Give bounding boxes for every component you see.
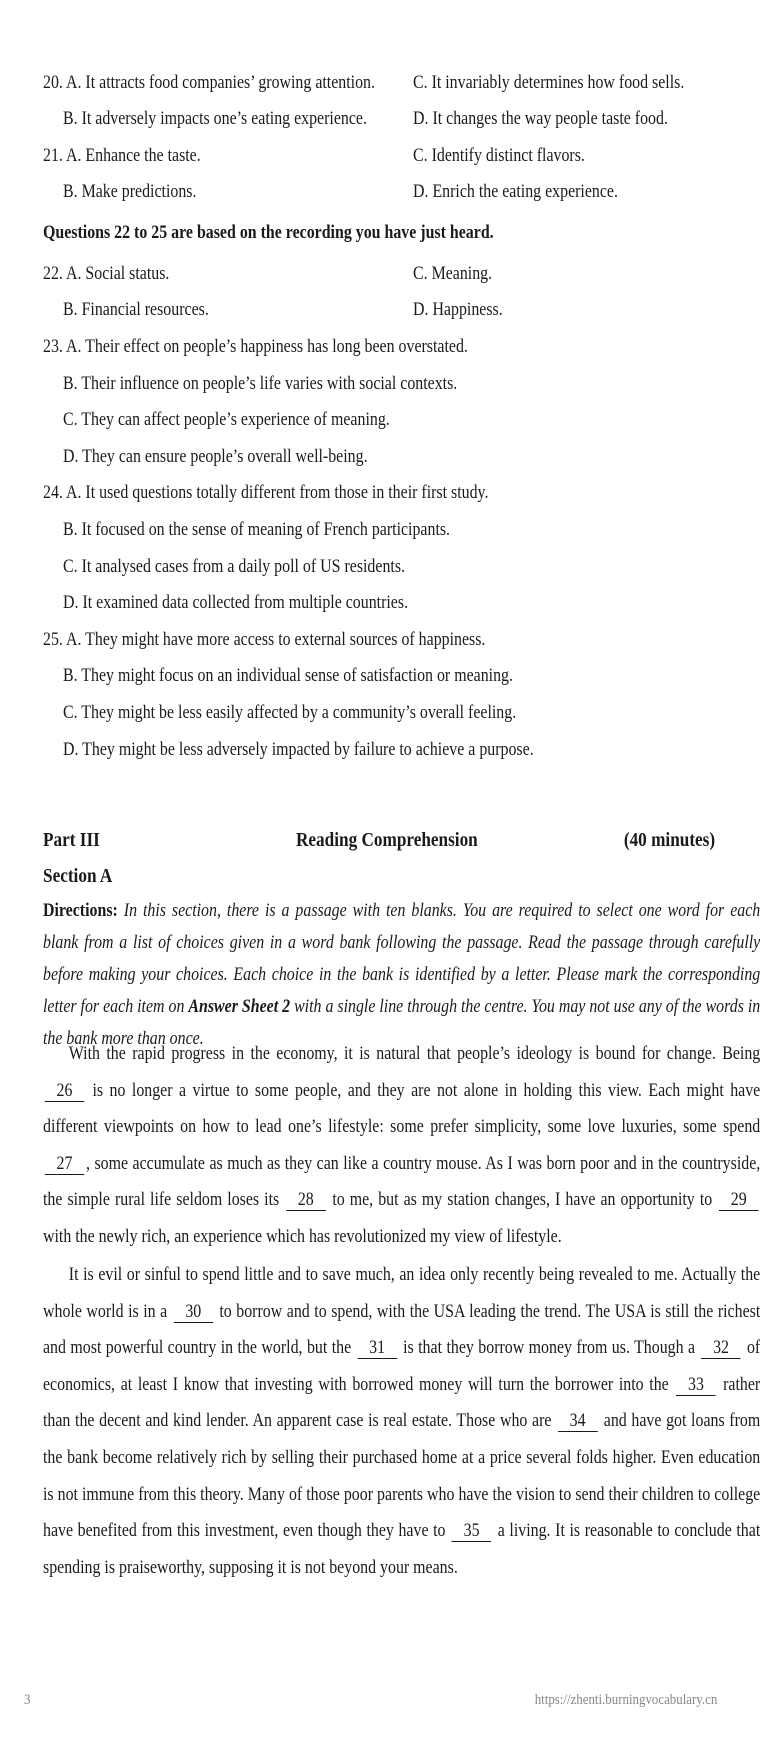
blank-26[interactable]: 26 [45,1081,85,1102]
question-21-row-1 [0,144,760,168]
q22-option-b[interactable]: B. Financial resources. [63,300,209,320]
source-url[interactable]: https://zhenti.burningvocabulary.cn [534,1692,717,1708]
section-title: Section A [43,865,113,887]
q21-option-a[interactable]: 21. A. Enhance the taste. [43,146,201,166]
directions-label: Directions: [43,901,118,921]
passage-text: With the rapid progress in the economy, it is natural that people’s ideology is bound for change. Being [68,1044,760,1064]
passage-text: is no longer a virtue to some people, and they are not alone in holding this view. Each might have different viewpoints on how to lead one’s lifestyle: some prefer simplicity, some love luxuries, some spend [43,1080,760,1138]
answer-sheet-ref: Answer Sheet 2 [188,997,291,1017]
q21-option-c[interactable]: C. Identify distinct flavors. [413,146,585,166]
q25-option-c[interactable]: C. They might be less easily affected by a community’s overall feeling. [63,703,517,723]
q20-option-d[interactable]: D. It changes the way people taste food. [413,109,668,129]
q24-option-c[interactable]: C. It analysed cases from a daily poll of US residents. [63,557,405,577]
q21-option-b[interactable]: B. Make predictions. [63,182,197,202]
q22-option-d[interactable]: D. Happiness. [413,300,503,320]
blank-34[interactable]: 34 [558,1411,598,1432]
q24-option-b[interactable]: B. It focused on the sense of meaning of French participants. [63,520,451,540]
question-20-row-2 [0,107,760,131]
directions-text-2: with a single line through the centre. You may not use any of the words in the bank more than once. [43,997,760,1049]
q20-option-a[interactable]: 20. A. It attracts food companies’ growing attention. [43,73,375,93]
page-number: 3 [24,1692,31,1708]
q20-option-b[interactable]: B. It adversely impacts one’s eating experience. [63,109,367,129]
q22-option-c[interactable]: C. Meaning. [413,264,493,284]
passage-text: rather than the decent and kind lender. An apparent case is real estate. Those who are [43,1374,760,1432]
q23-option-d[interactable]: D. They can ensure people’s overall well-being. [63,447,368,467]
passage-text: , some accumulate as much as they can like a country mouse. As I was born poor and in the countryside, the simple rural life seldom loses its [43,1153,760,1211]
part-label: Part III [43,829,100,851]
passage-text: is that they borrow money from us. Though a [398,1338,700,1359]
question-22-row-2 [0,298,760,322]
question-21-row-2 [0,180,760,204]
q20-option-c[interactable]: C. It invariably determines how food sells. [413,73,685,93]
q23-option-c[interactable]: C. They can affect people’s experience of meaning. [63,410,390,430]
blank-28[interactable]: 28 [286,1190,326,1211]
q24-option-a[interactable]: 24. A. It used questions totally different from those in their first study. [43,483,489,503]
q21-option-d[interactable]: D. Enrich the eating experience. [413,182,618,202]
part-title: Reading Comprehension [296,829,478,851]
q24-option-d[interactable]: D. It examined data collected from multiple countries. [63,593,409,613]
blank-32[interactable]: 32 [701,1338,741,1359]
question-20-row-1 [0,71,760,95]
passage-paragraph-1 [43,1036,760,1256]
passage-text: and have got loans from the bank become relatively rich by selling their purchased home at a price several folds higher. Even education is not immune from this theory. Many of those poor parents who have the vision to send their children to college have benefited from this investment, even though they have to [43,1411,760,1542]
q22-option-a[interactable]: 22. A. Social status. [43,264,170,284]
passage-text: to borrow and to spend, with the USA leading the trend. The USA is still the richest and most powerful country in the world, but the [43,1301,760,1359]
passage-text: It is evil or sinful to spend little and to save much, an idea only recently being revealed to me. Actually the whole world is in a [43,1265,760,1322]
q23-option-b[interactable]: B. Their influence on people’s life varies with social contexts. [63,374,458,394]
question-22-row-1 [0,262,760,286]
q23-option-a[interactable]: 23. A. Their effect on people’s happiness has long been overstated. [43,337,468,357]
blank-33[interactable]: 33 [676,1375,716,1396]
blank-35[interactable]: 35 [452,1521,492,1542]
blank-31[interactable]: 31 [357,1338,397,1359]
passage-text: with the newly rich, an experience which has revolutionized my view of lifestyle. [43,1226,562,1247]
part-header [43,826,715,854]
passage-text: of economics, at least I know that investing with borrowed money will turn the borrower into the [43,1338,760,1395]
passage-text: to me, but as my station changes, I have an opportunity to [327,1190,718,1211]
q25-option-b[interactable]: B. They might focus on an individual sense of satisfaction or meaning. [63,666,513,686]
directions [43,895,760,1055]
q25-option-d[interactable]: D. They might be less adversely impacted by failure to achieve a purpose. [63,740,534,760]
blank-29[interactable]: 29 [719,1190,759,1211]
q25-option-a[interactable]: 25. A. They might have more access to external sources of happiness. [43,630,486,650]
blank-27[interactable]: 27 [45,1154,85,1175]
question-group-heading: Questions 22 to 25 are based on the recording you have just heard. [43,223,494,243]
passage-paragraph-2 [43,1257,760,1586]
blank-30[interactable]: 30 [174,1302,214,1323]
part-time: (40 minutes) [623,829,715,851]
directions-text-1: In this section, there is a passage with ten blanks. You are required to select one word for each blank from a list of choices given in a word bank following the passage. Read the passage through carefully before making your choices. Each choice in the bank is identified by a letter. Please mark the corresponding letter for each item on [43,901,760,1017]
passage-text: a living. It is reasonable to conclude that spending is praiseworthy, supposing it is not beyond your means. [43,1521,760,1578]
